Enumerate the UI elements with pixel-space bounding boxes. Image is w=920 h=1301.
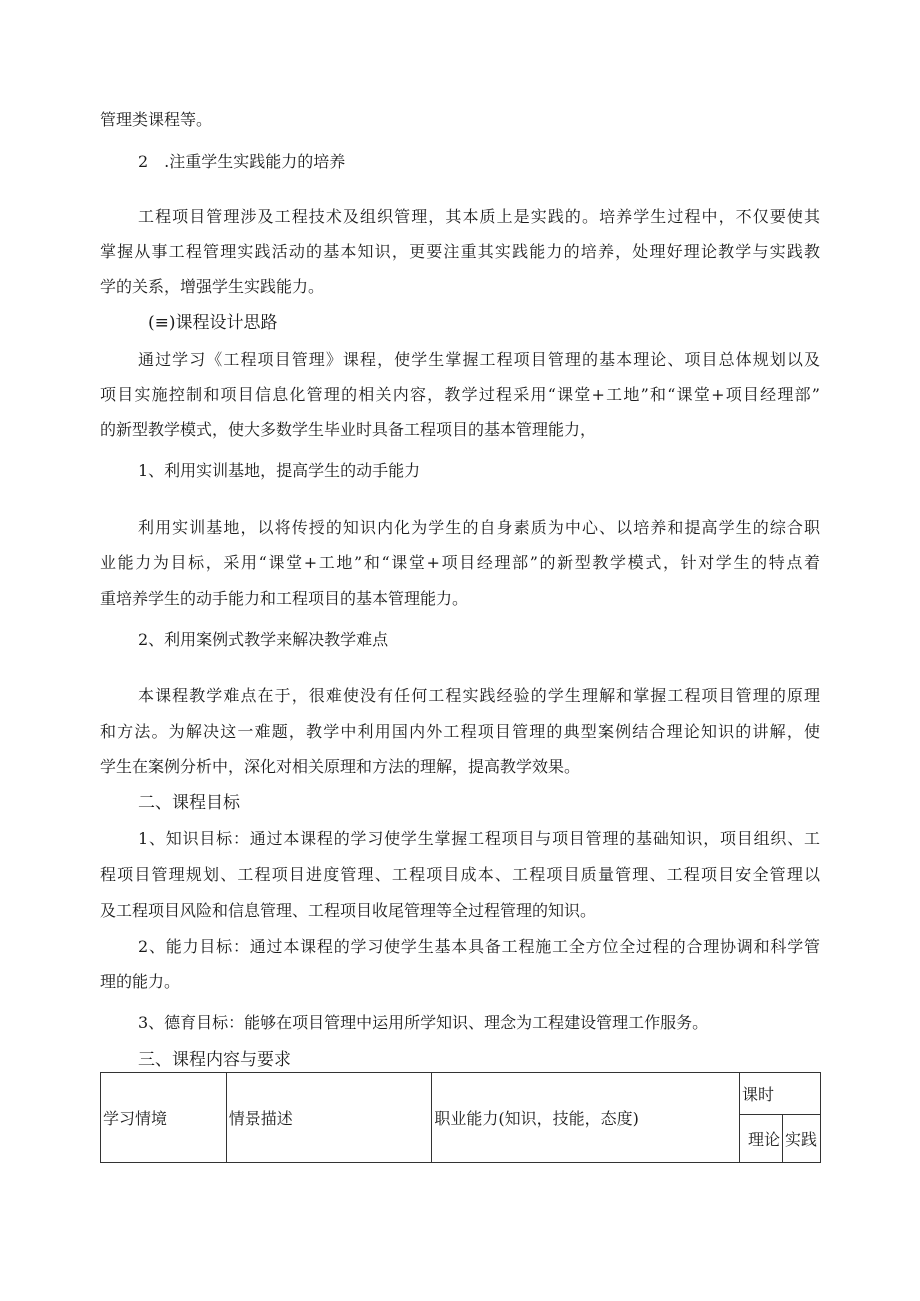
paragraph-line: 及工程项目风险和信息管理、工程项目收尾管理等全过程管理的知识。 <box>100 901 597 920</box>
paragraph-line: 重培养学生的动手能力和工程项目的基本管理能力。 <box>100 589 469 608</box>
paragraph-line: 3、德育目标：能够在项目管理中运用所学知识、理念为工程建设管理工作服务。 <box>138 1013 709 1032</box>
paragraph-line: 学的关系，增强学生实践能力。 <box>100 277 325 296</box>
paragraph-line: 本课程教学难点在于，很难使没有任何工程实践经验的学生理解和掌握工程项目管理的原理 <box>138 686 820 705</box>
paragraph-line: 程项目管理规划、工程项目进度管理、工程项目成本、工程项目质量管理、工程项目安全管理以 <box>100 865 820 884</box>
paragraph-line: 通过学习《工程项目管理》课程，使学生掌握工程项目管理的基本理论、项目总体规划以及 <box>138 350 820 369</box>
paragraph-line: 的新型教学模式，使大多数学生毕业时具备工程项目的基本管理能力， <box>100 420 597 439</box>
section-heading: 2、利用案例式教学来解决教学难点 <box>138 630 389 649</box>
header-learning-situation: 学习情境 <box>101 1073 227 1163</box>
header-scenario-description: 情景描述 <box>226 1073 432 1163</box>
section-heading: 二、课程目标 <box>138 793 240 813</box>
paragraph-line: 业能力为目标，采用“课堂+工地”和“课堂+项目经理部”的新型教学模式，针对学生的特点着 <box>100 553 820 572</box>
section-heading: 2 .注重学生实践能力的培养 <box>138 152 346 171</box>
paragraph-line: 掌握从事工程管理实践活动的基本知识，更要注重其实践能力的培养，处理好理论教学与实践教 <box>100 242 820 261</box>
paragraph-line: 管理类课程等。 <box>100 110 213 129</box>
paragraph-line: 利用实训基地，以将传授的知识内化为学生的自身素质为中心、以培养和提高学生的综合职 <box>138 518 820 537</box>
paragraph-line: 理的能力。 <box>100 972 181 991</box>
paragraph-line: 工程项目管理涉及工程技术及组织管理，其本质上是实践的。培养学生过程中，不仅要使其 <box>138 207 820 226</box>
paragraph-line: 学生在案例分析中，深化对相关原理和方法的理解，提高教学效果。 <box>100 757 581 776</box>
header-professional-ability: 职业能力(知识，技能，态度) <box>432 1073 740 1163</box>
section-heading: 1、利用实训基地，提高学生的动手能力 <box>138 461 421 480</box>
paragraph-line: 项目实施控制和项目信息化管理的相关内容，教学过程采用“课堂+工地”和“课堂+项目经理部” <box>100 385 820 404</box>
course-content-table <box>100 1072 821 1163</box>
header-theory-hours: 理论 <box>739 1115 782 1163</box>
section-heading: 三、课程内容与要求 <box>138 1050 291 1070</box>
paragraph-line: 1、知识目标：通过本课程的学习使学生掌握工程项目与项目管理的基础知识，项目组织、工 <box>138 829 820 848</box>
section-heading: (≡)课程设计思路 <box>148 313 278 333</box>
header-class-hours: 课时 <box>739 1073 820 1115</box>
paragraph-line: 和方法。为解决这一难题，教学中利用国内外工程项目管理的典型案例结合理论知识的讲解，使 <box>100 722 820 741</box>
header-practice-hours: 实践 <box>782 1115 820 1163</box>
paragraph-line: 2、能力目标：通过本课程的学习使学生基本具备工程施工全方位全过程的合理协调和科学管 <box>138 937 820 956</box>
